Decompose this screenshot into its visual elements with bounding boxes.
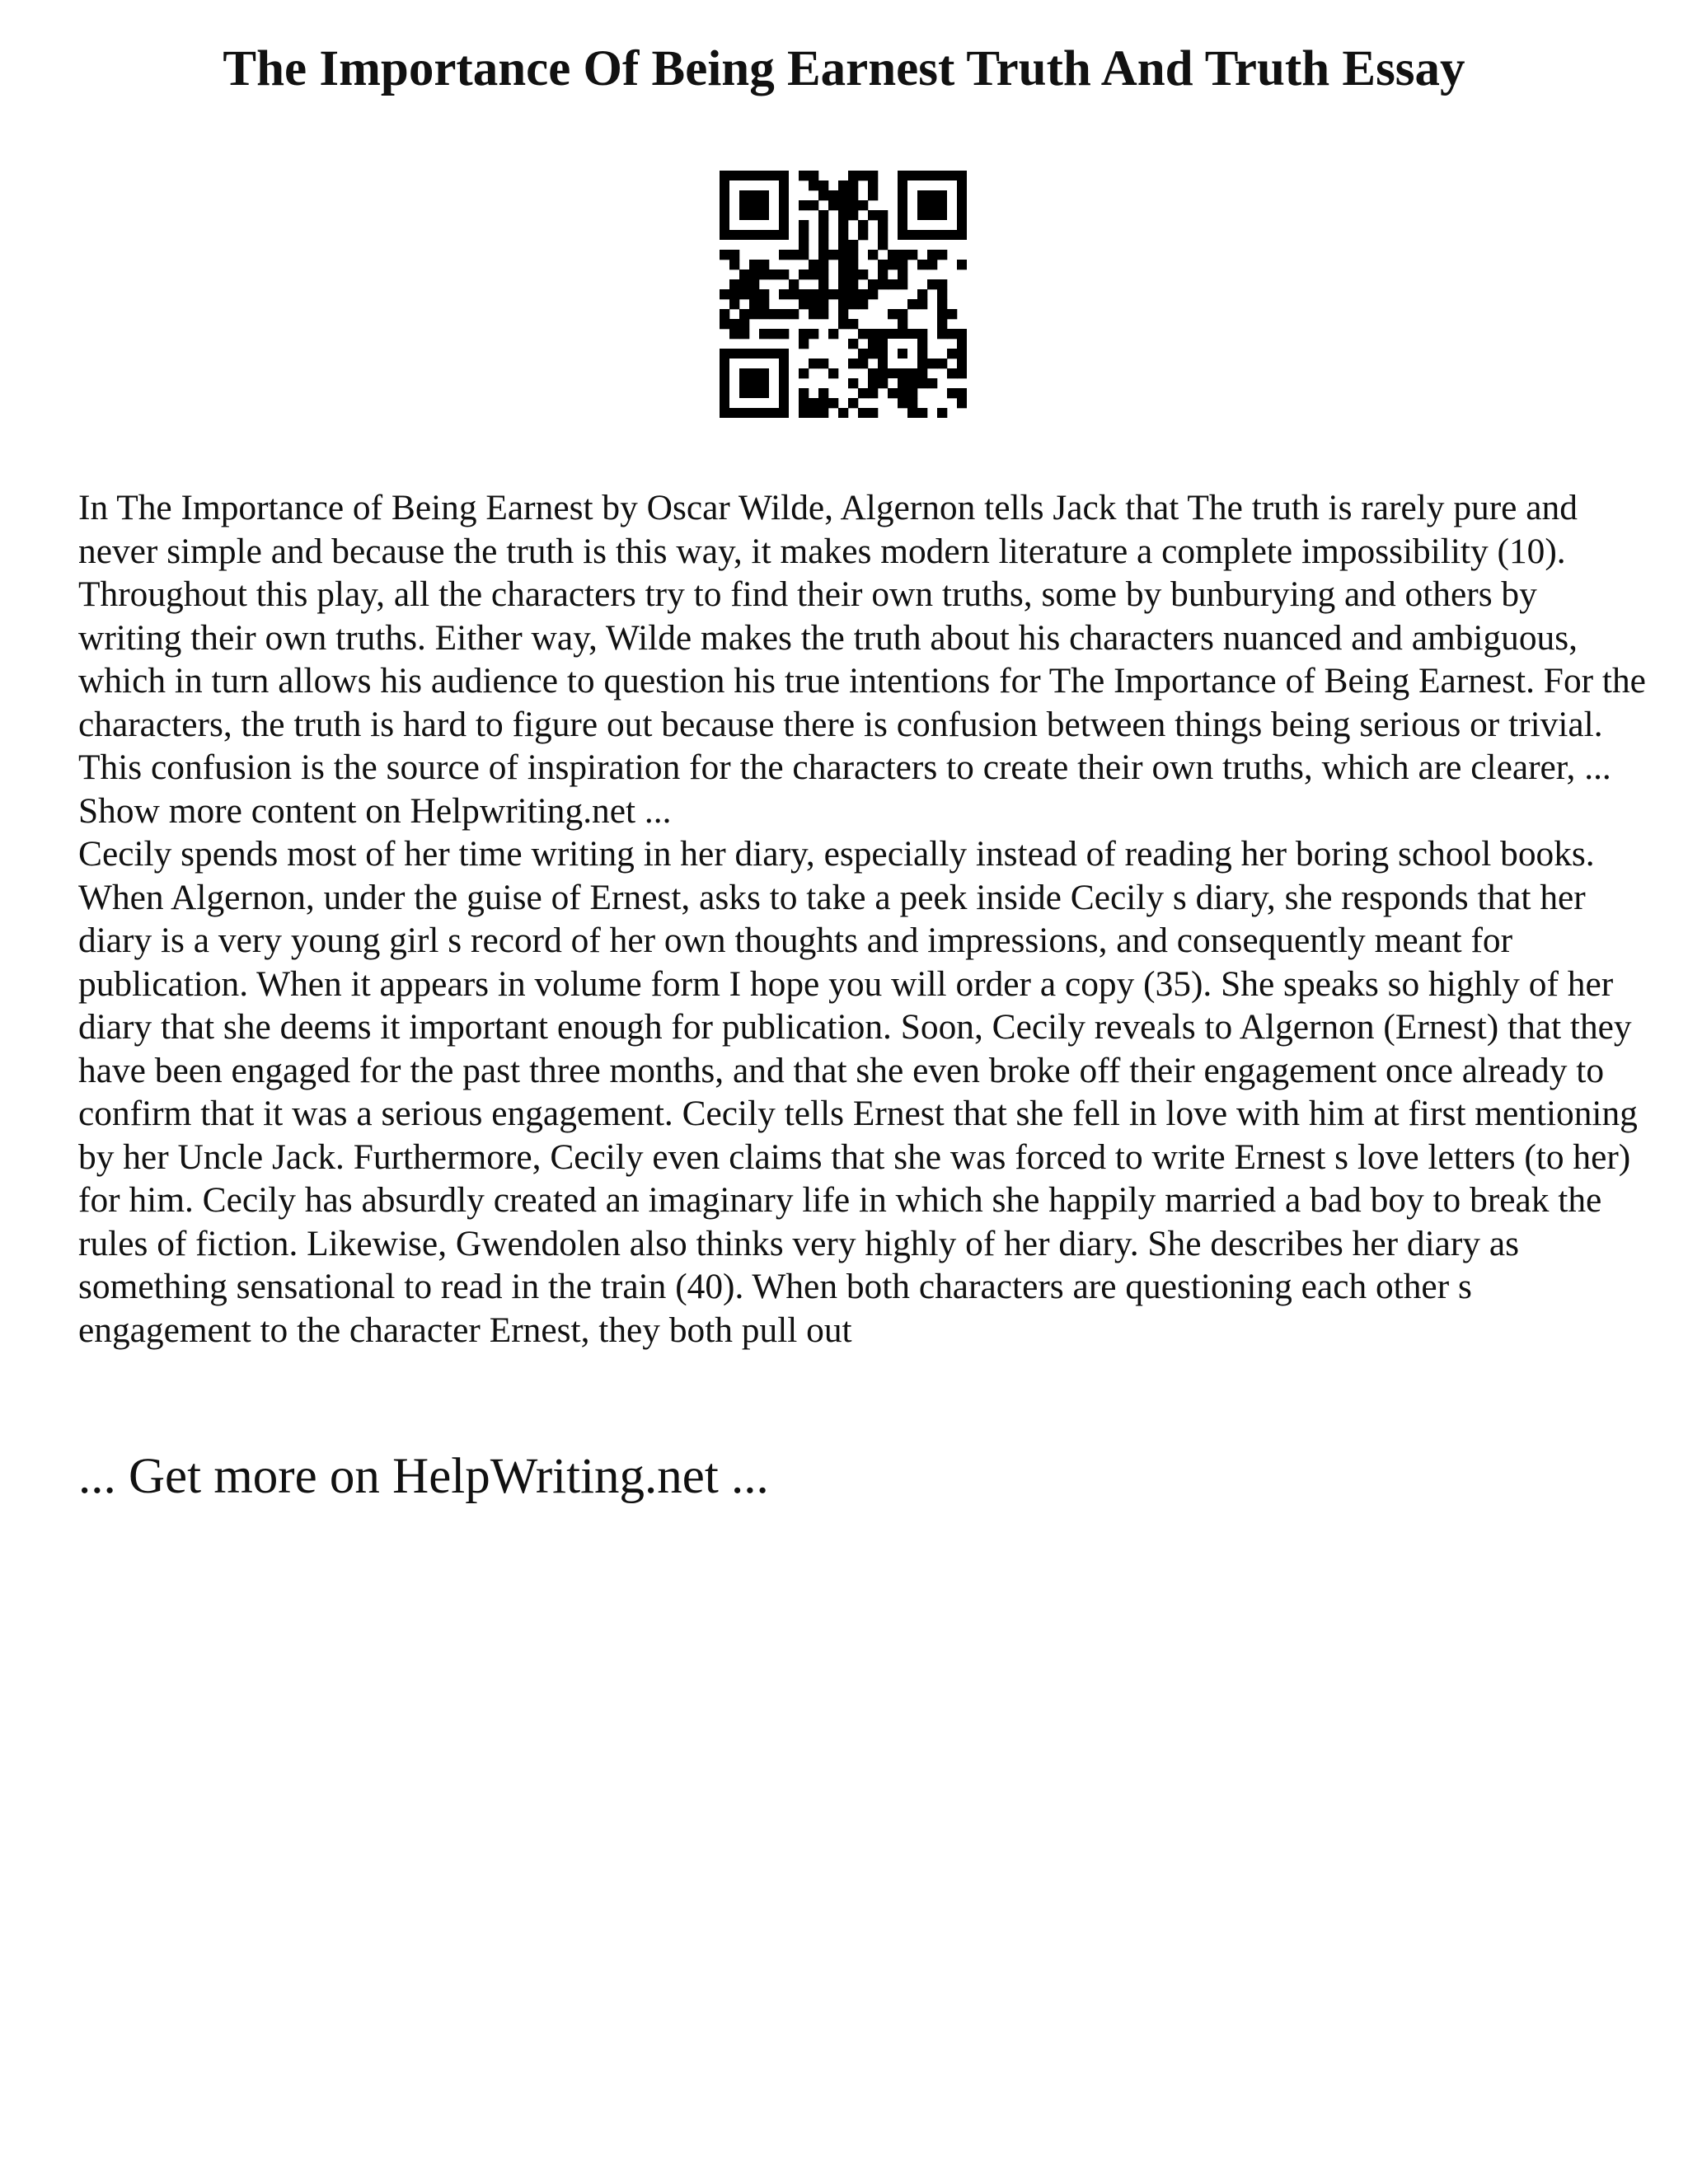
qr-code-icon (720, 171, 967, 418)
essay-body (78, 486, 1648, 1352)
get-more-link[interactable]: ... Get more on HelpWriting.net ... (78, 1449, 769, 1504)
essay-paragraph-1: In The Importance of Being Earnest by Oscar Wilde, Algernon tells Jack that The truth is rarely pure and never simple and because the truth is this way, it makes modern literature a complete impossibility (10). Throughout this play, all the characters try to find their own truths, some by bunburying and others by writing their own truths. Either way, Wilde makes the truth about his characters nuanced and ambiguous, which in turn allows his audience to question his true intentions for The Importance of Being Earnest. For the characters, the truth is hard to figure out because there is confusion between things being serious or trivial. This confusion is the source of inspiration for the characters to create their own truths, which are clearer, ... Show more content on Helpwriting.net ... (78, 488, 1646, 831)
essay-paragraph-2: Cecily spends most of her time writing in her diary, especially instead of reading her boring school books. When Algernon, under the guise of Ernest, asks to take a peek inside Cecily s diary, she responds that her diary is a very young girl s record of her own thoughts and impressions, and consequently meant for publication. When it appears in volume form I hope you will order a copy (35). She speaks so highly of her diary that she deems it important enough for publication. Soon, Cecily reveals to Algernon (Ernest) that they have been engaged for the past three months, and that she even broke off their engagement once already to confirm that it was a serious engagement. Cecily tells Ernest that she fell in love with him at first mentioning by her Uncle Jack. Furthermore, Cecily even claims that she was forced to write Ernest s love letters (to her) for him. Cecily has absurdly created an imaginary life in which she happily married a bad boy to break the rules of fiction. Likewise, Gwendolen also thinks very highly of her diary. She describes her diary as something sensational to read in the train (40). When both characters are questioning each other s engagement to the character Ernest, they both pull out (78, 834, 1638, 1350)
page-title: The Importance Of Being Earnest Truth And Truth Essay (223, 41, 1465, 96)
